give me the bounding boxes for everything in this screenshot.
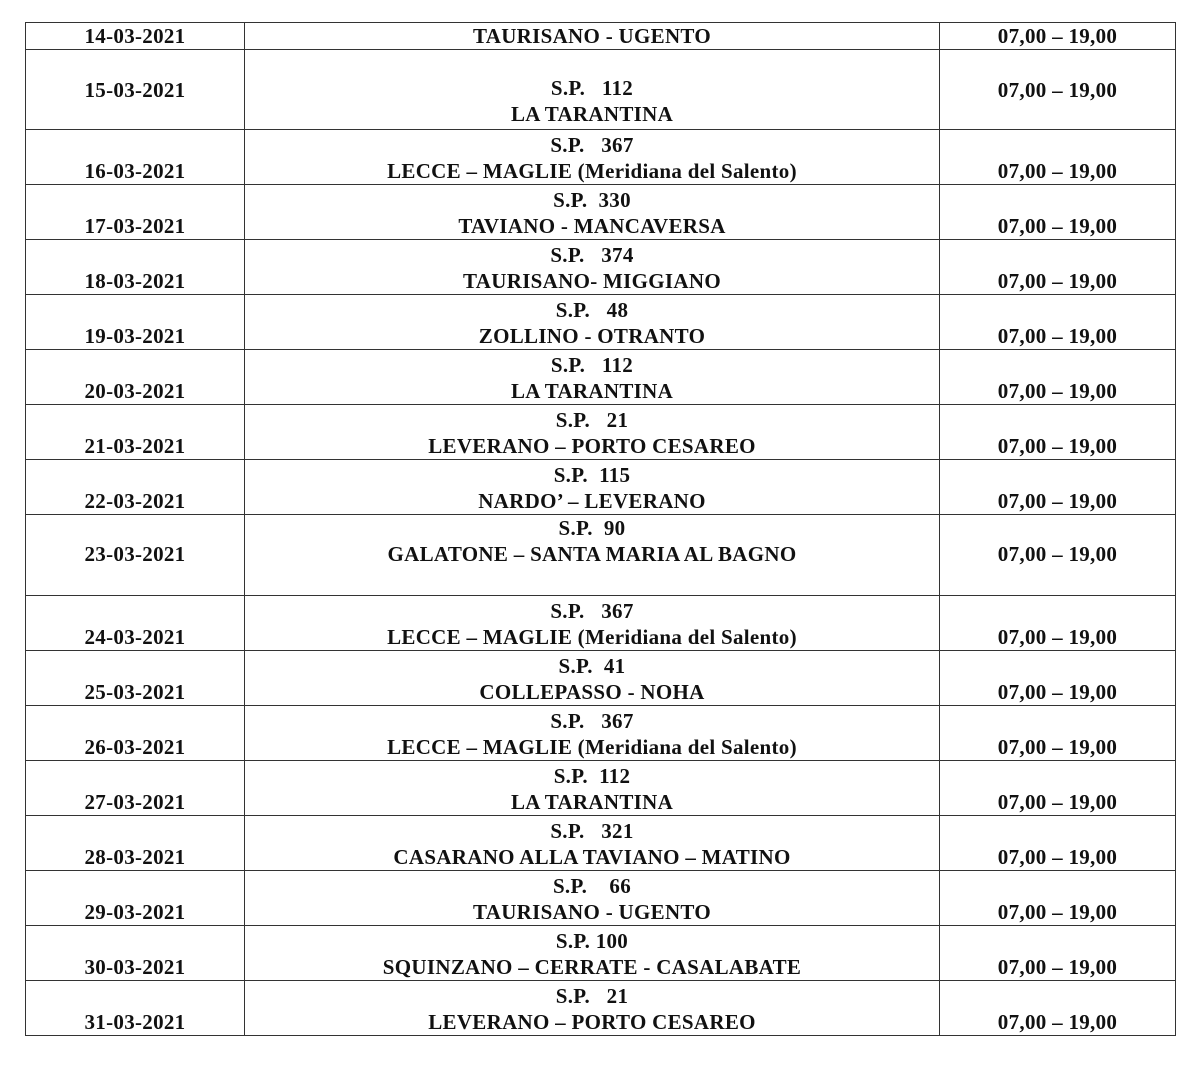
road-cell xyxy=(245,651,940,706)
road-cell xyxy=(245,761,940,816)
table-row xyxy=(26,816,1176,871)
road-code: S.P. 41 xyxy=(558,654,626,678)
date-cell: 18-03-2021 xyxy=(26,240,245,295)
road-cell xyxy=(245,926,940,981)
road-code: S.P. 112 xyxy=(550,353,634,377)
road-cell xyxy=(245,295,940,350)
road-code: S.P. 90 xyxy=(558,516,626,540)
date-cell: 31-03-2021 xyxy=(26,981,245,1036)
table-row xyxy=(26,596,1176,651)
road-name: LECCE – MAGLIE (Meridiana del Salento) xyxy=(387,735,797,759)
time-cell: 07,00 – 19,00 xyxy=(940,240,1176,295)
road-name: LEVERANO – PORTO CESAREO xyxy=(428,434,756,458)
road-code: S.P. 112 xyxy=(550,76,634,100)
time-cell: 07,00 – 19,00 xyxy=(940,871,1176,926)
road-name: TAURISANO - UGENTO xyxy=(473,900,711,924)
table-row xyxy=(26,405,1176,460)
date-cell: 29-03-2021 xyxy=(26,871,245,926)
time-cell: 07,00 – 19,00 xyxy=(940,596,1176,651)
road-cell xyxy=(245,185,940,240)
time-cell: 07,00 – 19,00 xyxy=(940,816,1176,871)
table-row xyxy=(26,761,1176,816)
date-cell: 25-03-2021 xyxy=(26,651,245,706)
road-code: S.P. 21 xyxy=(555,984,629,1008)
date-cell: 16-03-2021 xyxy=(26,130,245,185)
road-name: COLLEPASSO - NOHA xyxy=(479,680,705,704)
road-cell xyxy=(245,460,940,515)
table-row xyxy=(26,130,1176,185)
road-name: TAURISANO - UGENTO xyxy=(473,24,711,48)
date-cell: 14-03-2021 xyxy=(26,23,245,50)
road-code: S.P. 367 xyxy=(550,709,634,733)
road-name: LA TARANTINA xyxy=(510,790,674,814)
road-cell xyxy=(245,240,940,295)
table-row xyxy=(26,240,1176,295)
road-code: S.P. 330 xyxy=(553,188,631,212)
date-cell: 19-03-2021 xyxy=(26,295,245,350)
date-cell: 24-03-2021 xyxy=(26,596,245,651)
table-row xyxy=(26,185,1176,240)
time-cell: 07,00 – 19,00 xyxy=(940,50,1176,130)
road-code: S.P. 321 xyxy=(550,819,634,843)
table-row xyxy=(26,295,1176,350)
time-cell: 07,00 – 19,00 xyxy=(940,515,1176,596)
road-cell xyxy=(245,871,940,926)
road-code: S.P. 21 xyxy=(555,408,629,432)
road-cell xyxy=(245,23,940,50)
road-cell xyxy=(245,130,940,185)
date-cell: 30-03-2021 xyxy=(26,926,245,981)
date-cell: 23-03-2021 xyxy=(26,515,245,596)
road-cell xyxy=(245,350,940,405)
time-cell: 07,00 – 19,00 xyxy=(940,130,1176,185)
date-cell: 15-03-2021 xyxy=(26,50,245,130)
time-cell: 07,00 – 19,00 xyxy=(940,981,1176,1036)
date-cell: 28-03-2021 xyxy=(26,816,245,871)
road-name: TAVIANO - MANCAVERSA xyxy=(458,214,726,238)
road-name: GALATONE – SANTA MARIA AL BAGNO xyxy=(387,542,797,566)
road-code: S.P. 66 xyxy=(552,874,632,898)
road-cell xyxy=(245,515,940,596)
table-row xyxy=(26,23,1176,50)
road-name: LA TARANTINA xyxy=(510,102,674,126)
table-row xyxy=(26,515,1176,596)
road-code: S.P. 100 xyxy=(555,929,629,953)
road-name: LECCE – MAGLIE (Meridiana del Salento) xyxy=(387,159,797,183)
date-cell: 27-03-2021 xyxy=(26,761,245,816)
schedule-table xyxy=(25,22,1176,1036)
table-row xyxy=(26,706,1176,761)
road-cell xyxy=(245,816,940,871)
time-cell: 07,00 – 19,00 xyxy=(940,350,1176,405)
table-row xyxy=(26,651,1176,706)
time-cell: 07,00 – 19,00 xyxy=(940,761,1176,816)
table-row xyxy=(26,460,1176,515)
road-code: S.P. 115 xyxy=(553,463,631,487)
road-cell xyxy=(245,706,940,761)
road-cell xyxy=(245,981,940,1036)
date-cell: 26-03-2021 xyxy=(26,706,245,761)
time-cell: 07,00 – 19,00 xyxy=(940,185,1176,240)
date-cell: 17-03-2021 xyxy=(26,185,245,240)
table-row xyxy=(26,926,1176,981)
time-cell: 07,00 – 19,00 xyxy=(940,295,1176,350)
table-row xyxy=(26,50,1176,130)
time-cell: 07,00 – 19,00 xyxy=(940,651,1176,706)
table-row xyxy=(26,350,1176,405)
road-cell xyxy=(245,596,940,651)
road-name: TAURISANO- MIGGIANO xyxy=(463,269,721,293)
table-row xyxy=(26,981,1176,1036)
table-row xyxy=(26,871,1176,926)
road-code: S.P. 367 xyxy=(550,599,634,623)
road-name: CASARANO ALLA TAVIANO – MATINO xyxy=(393,845,791,869)
road-code: S.P. 374 xyxy=(550,243,634,267)
road-name: LEVERANO – PORTO CESAREO xyxy=(428,1010,756,1034)
time-cell: 07,00 – 19,00 xyxy=(940,706,1176,761)
road-name: SQUINZANO – CERRATE - CASALABATE xyxy=(382,955,802,979)
road-code: S.P. 48 xyxy=(555,298,629,322)
time-cell: 07,00 – 19,00 xyxy=(940,926,1176,981)
road-cell xyxy=(245,50,940,130)
road-name: NARDO’ – LEVERANO xyxy=(478,489,706,513)
time-cell: 07,00 – 19,00 xyxy=(940,405,1176,460)
time-cell: 07,00 – 19,00 xyxy=(940,460,1176,515)
time-cell: 07,00 – 19,00 xyxy=(940,23,1176,50)
date-cell: 20-03-2021 xyxy=(26,350,245,405)
road-code: S.P. 367 xyxy=(550,133,634,157)
road-name: LECCE – MAGLIE (Meridiana del Salento) xyxy=(387,625,797,649)
date-cell: 22-03-2021 xyxy=(26,460,245,515)
road-name: ZOLLINO - OTRANTO xyxy=(478,324,706,348)
road-code: S.P. 112 xyxy=(553,764,631,788)
date-cell: 21-03-2021 xyxy=(26,405,245,460)
road-cell xyxy=(245,405,940,460)
road-name: LA TARANTINA xyxy=(510,379,674,403)
